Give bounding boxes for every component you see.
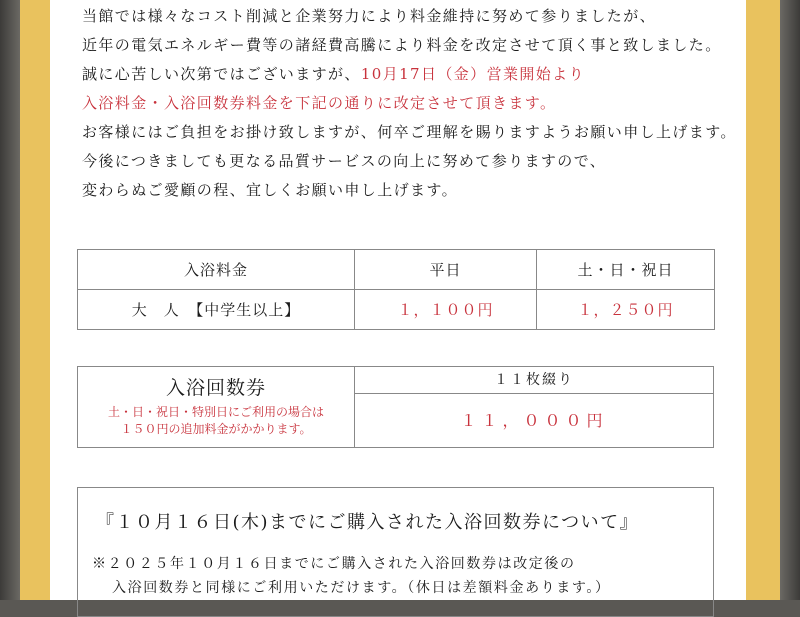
notice-line-1: ※２０２５年１０月１６日までにご購入された入浴回数券は改定後の xyxy=(92,556,576,572)
left-edge-shadow xyxy=(0,0,20,600)
notice-line-2: 入浴回数券と同様にご利用いただけます。（休日は差額料金あります。） xyxy=(112,580,611,596)
intro-line-3-text: 誠に心苦しい次第ではございますが、 xyxy=(82,65,361,83)
header-weekday: 平日 xyxy=(355,250,537,290)
header-bath-fee: 入浴料金 xyxy=(78,250,355,290)
intro-text xyxy=(82,6,737,209)
intro-line-4: 入浴料金・入浴回数券料金を下記の通りに改定させて頂きます。 xyxy=(82,94,557,112)
ticket-count: １１枚綴り xyxy=(355,367,713,394)
ticket-surcharge-note xyxy=(78,404,354,438)
intro-line-2: 近年の電気エネルギー費等の諸経費高騰により料金を改定させて頂く事と致しました。 xyxy=(82,36,722,54)
weekday-price: １，１００円 xyxy=(355,290,537,330)
intro-line-6: 今後につきましても更なる品質サービスの向上に努めて参りますので、 xyxy=(82,152,607,170)
row-label-adult: 大 人 【中学生以上】 xyxy=(78,290,355,330)
notice-title: 『１０月１６日(木)までにご購入された入浴回数券について』 xyxy=(96,512,640,533)
intro-line-1: 当館では様々なコスト削減と企業努力により料金維持に努めて参りましたが、 xyxy=(82,7,657,25)
table-header-row xyxy=(78,250,715,290)
intro-line-5: お客様にはご負担をお掛け致しますが、何卒ご理解を賜りますようお願い申し上げます。 xyxy=(82,123,737,141)
ticket-note-line-1: 土・日・祝日・特別日にご利用の場合は xyxy=(107,405,324,419)
ticket-price: １１，０００円 xyxy=(460,411,608,430)
ticket-label-cell xyxy=(78,367,355,447)
ticket-note-line-2: １５０円の追加料金がかかります。 xyxy=(120,422,312,436)
bath-fee-table xyxy=(77,249,715,330)
ticket-title: 入浴回数券 xyxy=(165,377,266,399)
effective-date: 10月17日（金）営業開始より xyxy=(360,65,585,83)
notice-text xyxy=(92,552,611,600)
weekend-price: １，２５０円 xyxy=(537,290,715,330)
header-weekend-holiday: 土・日・祝日 xyxy=(537,250,715,290)
intro-line-3 xyxy=(82,64,732,93)
existing-coupon-notice xyxy=(77,487,714,617)
table-row xyxy=(78,290,715,330)
intro-line-7: 変わらぬご愛顧の程、宜しくお願い申し上げます。 xyxy=(82,181,459,199)
coupon-ticket-box xyxy=(77,366,714,448)
right-edge-shadow xyxy=(780,0,800,600)
